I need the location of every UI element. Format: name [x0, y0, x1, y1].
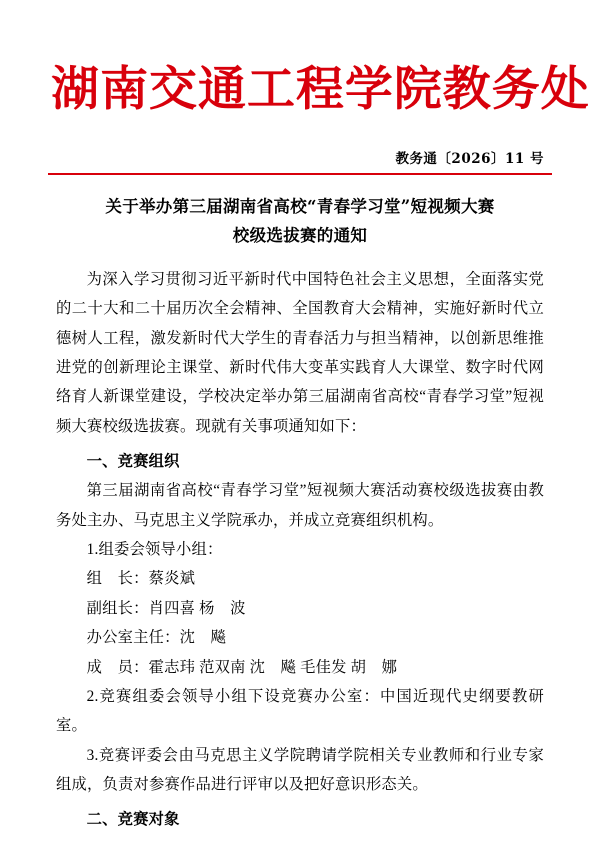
section-1-item-5: 办公室主任：沈 飚	[86, 629, 227, 647]
red-divider-line	[48, 173, 552, 176]
intro-paragraph: 为深入学习贯彻习近平新时代中国特色社会主义思想，全面落实党的二十大和二十届历次全会精神、全国教育大会精神，实施好新时代立德树人工程，激发新时代大学生的青春活力与担当精神，以创新思维推进党的创新理论主课堂、新时代伟大变革实践育人大课堂、数字时代网络育人新课堂建设，学校决定举办第三届湖南省高校“青春学习堂”短视频大赛校级选拔赛。现就有关事项通知如下：	[56, 270, 544, 435]
section-1-item-8: 3.竞赛评委会由马克思主义学院聘请学院相关专业教师和行业专家组成，负责对参赛作品进行评审以及把好意识形态关。	[56, 746, 544, 793]
document-title-line-2: 校级选拔赛的通知	[232, 226, 368, 245]
section-1-item-4: 副组长：肖四喜 杨 波	[86, 599, 246, 617]
letterhead-title: 湖南交通工程学院教务处	[51, 62, 590, 117]
section-1-item-2: 1.组委会领导小组：	[86, 541, 223, 559]
section-1-item-3: 组 长：蔡炎斌	[86, 570, 196, 588]
section-heading-2: 二、竞赛对象	[86, 810, 180, 829]
section-1-item-1: 第三届湖南省高校“青春学习堂”短视频大赛活动赛校级选拔赛由教务处主办、马克思主义学院承办，并成立竞赛组织机构。	[56, 482, 544, 529]
section-1-item-7: 2.竞赛组委会领导小组下设竞赛办公室：中国近现代史纲要教研室。	[56, 687, 544, 735]
section-1-item-6: 成 员：霍志玮 范双南 沈 飚 毛佳发 胡 娜	[86, 658, 398, 676]
document-title	[56, 193, 544, 251]
document-number: 教务通〔2026〕11 号	[395, 150, 544, 167]
document-body	[56, 265, 544, 835]
document-title-line-1: 关于举办第三届湖南省高校“青春学习堂”短视频大赛	[105, 197, 495, 217]
section-heading-1: 一、竞赛组织	[86, 452, 180, 471]
